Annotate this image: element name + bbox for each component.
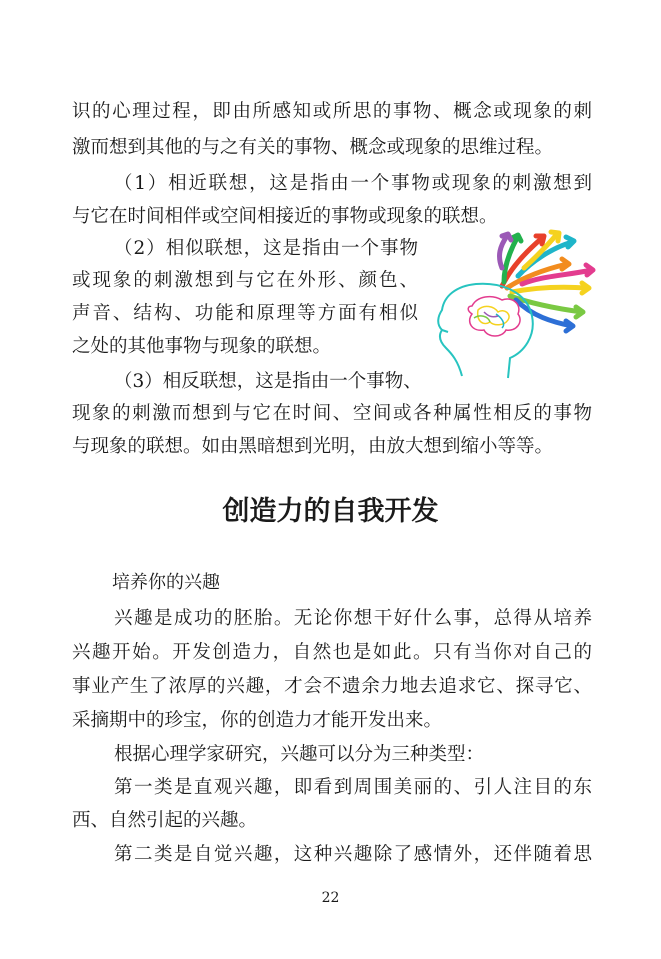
text-line: （1）相近联想，这是指由一个事物或现象的刺激想到 [114, 173, 592, 194]
text-line: 识的心理过程，即由所感知或所思的事物、概念或现象的刺 [72, 101, 592, 122]
text-line: 第一类是直观兴趣，即看到周围美丽的、引人注目的东 [114, 777, 592, 798]
text-line: 采摘期中的珍宝，你的创造力才能开发出来。 [72, 710, 443, 731]
text-line: 现象的刺激而想到与它在时间、空间或各种属性相反的事物 [72, 403, 592, 424]
text-line: 事业产生了浓厚的兴趣，才会不遗余力地去追求它、探寻它、 [72, 676, 592, 697]
page-number: 22 [321, 890, 340, 906]
text-line: 激而想到其他的与之有关的事物、概念或现象的思维过程。 [72, 137, 554, 158]
head-with-colorful-arrows-icon [432, 226, 602, 386]
text-line: （2）相似联想，这是指由一个事物 [114, 238, 418, 259]
subsection-title: 培养你的兴趣 [112, 572, 220, 593]
text-line: 根据心理学家研究，兴趣可以分为三种类型： [114, 744, 485, 765]
section-title: 创造力的自我开发 [222, 496, 439, 527]
text-line: 声音、结构、功能和原理等方面有相似 [72, 303, 418, 324]
text-line: 兴趣是成功的胚胎。无论你想干好什么事，总得从培养 [114, 608, 592, 629]
text-line: 兴趣开始。开发创造力，自然也是如此。只有当你对自己的 [72, 642, 592, 663]
text-line: 第二类是自觉兴趣，这种兴趣除了感情外，还伴随着思 [114, 844, 592, 865]
text-line: 之处的其他事物与现象的联想。 [72, 336, 332, 357]
text-line: 西、自然引起的兴趣。 [72, 810, 258, 831]
text-line: 与现象的联想。如由黑暗想到光明，由放大想到缩小等等。 [72, 436, 554, 457]
text-line: 或现象的刺激想到与它在外形、颜色、 [72, 270, 418, 291]
text-line: 与它在时间相伴或空间相接近的事物或现象的联想。 [72, 206, 498, 227]
text-line: （3）相反联想，这是指由一个事物、 [114, 371, 422, 392]
